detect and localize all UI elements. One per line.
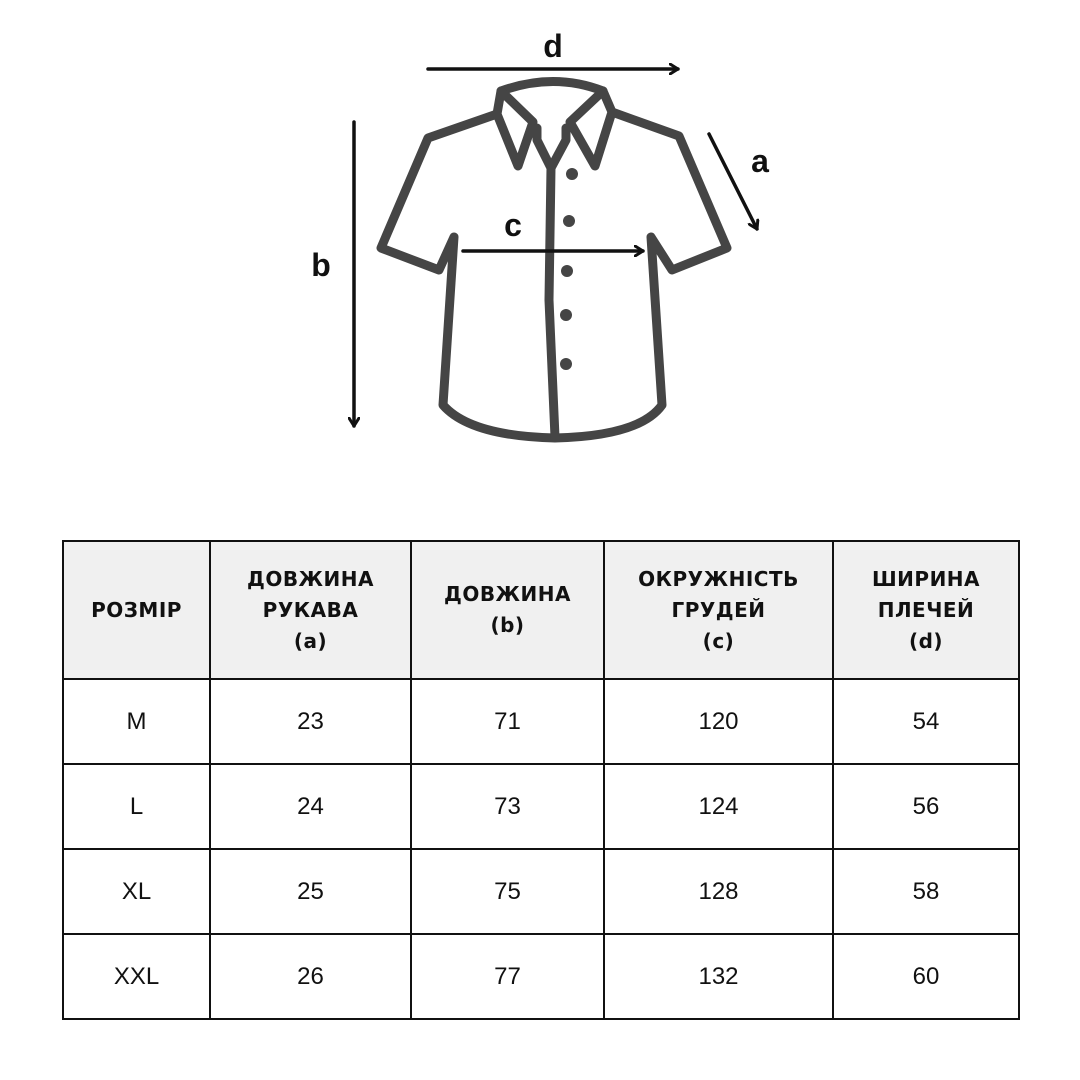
- chest-cell: 128: [604, 849, 833, 934]
- length-cell: 77: [411, 934, 604, 1019]
- sleeve-length-cell: 24: [210, 764, 411, 849]
- shirt-icon: [381, 82, 727, 439]
- size-chart-table: [62, 540, 1020, 1020]
- sleeve-length-cell: 25: [210, 849, 411, 934]
- shirt-button: [566, 168, 578, 180]
- chest-cell: 120: [604, 679, 833, 764]
- shirt-button: [563, 215, 575, 227]
- header-shoulder-width: ШИРИНА ПЛЕЧЕЙ (d): [833, 541, 1019, 679]
- table-row: [63, 764, 1019, 849]
- header-size: РОЗМІР: [63, 541, 210, 679]
- shirt-placket-right: [551, 128, 566, 168]
- header-sleeve-length: ДОВЖИНА РУКАВА (a): [210, 541, 411, 679]
- shirt-button: [560, 309, 572, 321]
- table-header-row: [63, 541, 1019, 679]
- shirt-button: [561, 265, 573, 277]
- table-row: [63, 934, 1019, 1019]
- shirt-measurement-diagram: [0, 0, 1080, 500]
- header-chest: ОКРУЖНІСТЬ ГРУДЕЙ (c): [604, 541, 833, 679]
- chest-cell: 132: [604, 934, 833, 1019]
- label-b: b: [311, 247, 331, 283]
- label-d: d: [543, 28, 563, 64]
- length-cell: 71: [411, 679, 604, 764]
- size-cell: M: [63, 679, 210, 764]
- shoulder-width-cell: 58: [833, 849, 1019, 934]
- shoulder-width-cell: 56: [833, 764, 1019, 849]
- sleeve-length-cell: 23: [210, 679, 411, 764]
- shirt-button: [560, 358, 572, 370]
- table-row: [63, 679, 1019, 764]
- shoulder-width-cell: 60: [833, 934, 1019, 1019]
- table-row: [63, 849, 1019, 934]
- shirt-collar-left: [497, 91, 533, 166]
- length-cell: 73: [411, 764, 604, 849]
- shirt-buttons: [560, 168, 578, 370]
- label-a: a: [751, 143, 769, 179]
- shirt-collar-band: [501, 82, 603, 92]
- shirt-placket: [537, 128, 555, 437]
- length-cell: 75: [411, 849, 604, 934]
- shoulder-width-cell: 54: [833, 679, 1019, 764]
- size-cell: L: [63, 764, 210, 849]
- header-length: ДОВЖИНА (b): [411, 541, 604, 679]
- shirt-collar-right: [570, 91, 612, 166]
- size-cell: XXL: [63, 934, 210, 1019]
- chest-cell: 124: [604, 764, 833, 849]
- size-cell: XL: [63, 849, 210, 934]
- sleeve-length-cell: 26: [210, 934, 411, 1019]
- label-c: c: [504, 207, 522, 243]
